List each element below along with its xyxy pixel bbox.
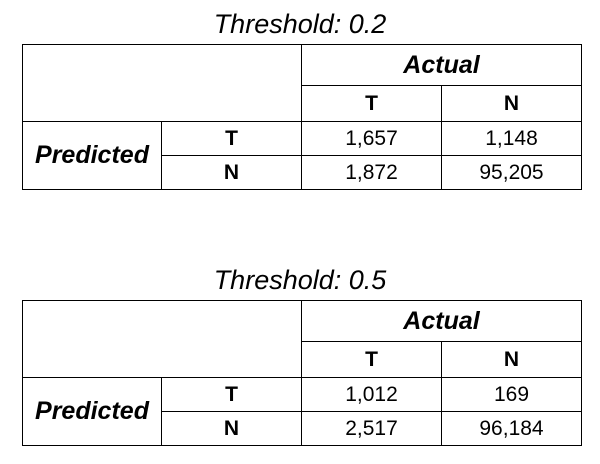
threshold-title-1: Threshold: 0.2	[213, 9, 387, 39]
predicted-header: Predicted	[23, 378, 162, 446]
cell-tn: 1,148	[442, 122, 582, 156]
corner-cell	[23, 45, 302, 122]
cell-tn: 169	[442, 378, 582, 412]
predicted-row-n: N	[162, 412, 302, 446]
actual-header: Actual	[302, 301, 582, 342]
corner-cell	[23, 301, 302, 378]
actual-col-t: T	[302, 86, 442, 122]
predicted-row-t: T	[162, 122, 302, 156]
cell-nn: 95,205	[442, 156, 582, 190]
cell-nt: 1,872	[302, 156, 442, 190]
cell-tt: 1,657	[302, 122, 442, 156]
actual-col-n: N	[442, 86, 582, 122]
threshold-title-2: Threshold: 0.5	[213, 265, 387, 295]
actual-header: Actual	[302, 45, 582, 86]
cell-tt: 1,012	[302, 378, 442, 412]
confusion-matrix-1	[22, 44, 582, 190]
cell-nn: 96,184	[442, 412, 582, 446]
predicted-row-n: N	[162, 156, 302, 190]
actual-col-n: N	[442, 342, 582, 378]
actual-col-t: T	[302, 342, 442, 378]
predicted-row-t: T	[162, 378, 302, 412]
cell-nt: 2,517	[302, 412, 442, 446]
predicted-header: Predicted	[23, 122, 162, 190]
confusion-matrix-2	[22, 300, 582, 446]
